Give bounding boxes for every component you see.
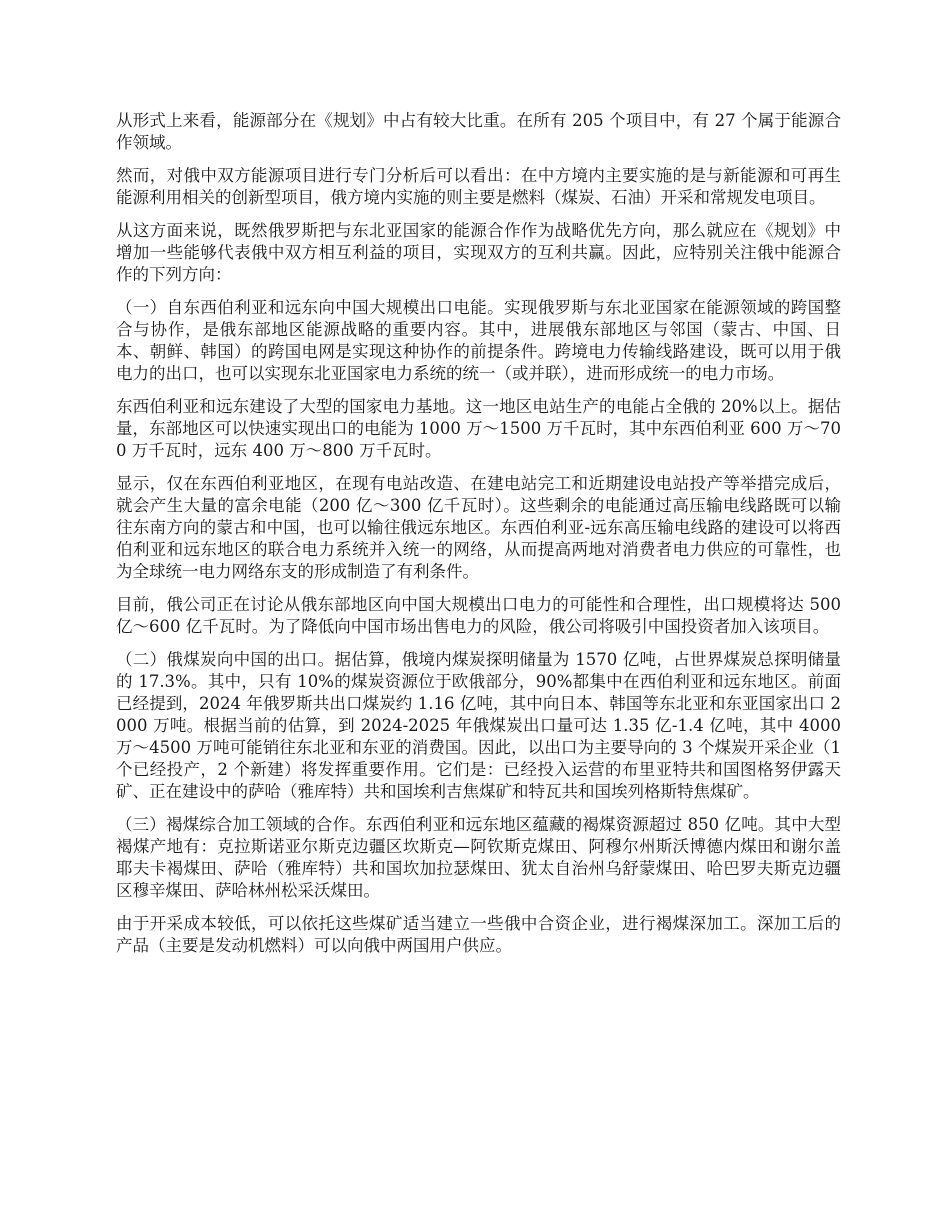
document-body (116, 110, 841, 968)
paragraph-1: 从形式上来看，能源部分在《规划》中占有较大比重。在所有 205 个项目中，有 27 个属于能源合作领域。 (116, 111, 841, 152)
paragraph-4: （一）自东西伯利亚和远东向中国大规模出口电能。实现俄罗斯与东北亚国家在能源领域的跨国整合与协作，是俄东部地区能源战略的重要内容。其中，进展俄东部地区与邻国（蒙古、中国、日本、朝鲜、韩国）的跨国电网是实现这种协作的前提条件。跨境电力传输线路建设，既可以用于俄电力的出口，也可以实现东北亚国家电力系统的统一（或并联），进而形成统一的电力市场。 (116, 298, 841, 383)
paragraph-5: 东西伯利亚和远东建设了大型的国家电力基地。这一地区电站生产的电能占全俄的 20%以上。据估量，东部地区可以快速实现出口的电能为 1000 万～1500 万千瓦时，其中东西伯利亚 600 万～700 万千瓦时，远东 400 万～800 万千瓦时。 (116, 397, 841, 460)
paragraph-7: 目前，俄公司正在讨论从俄东部地区向中国大规模出口电力的可能性和合理性，出口规模将达 500 亿～600 亿千瓦时。为了降低向中国市场出售电力的风险，俄公司将吸引中国投资者加入该项目。 (116, 595, 841, 636)
paragraph-3: 从这方面来说，既然俄罗斯把与东北亚国家的能源合作作为战略优先方向，那么就应在《规划》中增加一些能够代表俄中双方相互利益的项目，实现双方的互利共赢。因此，应特别关注俄中能源合作的下列方向： (116, 221, 841, 284)
paragraph-2: 然而，对俄中双方能源项目进行专门分析后可以看出：在中方境内主要实施的是与新能源和可再生能源利用相关的创新型项目，俄方境内实施的则主要是燃料（煤炭、石油）开采和常规发电项目。 (116, 166, 841, 207)
paragraph-8: （二）俄煤炭向中国的出口。据估算，俄境内煤炭探明储量为 1570 亿吨，占世界煤炭总探明储量的 17.3%。其中，只有 10%的煤炭资源位于欧俄部分，90%都集中在西伯利亚和远东地区。前面已经提到，2024 年俄罗斯共出口煤炭约 1.16 亿吨，其中向日本、韩国等东北亚和东亚国家出口 2000 万吨。根据当前的估算，到 2024-2025 年俄煤炭出口量可达 1.35 亿-1.4 亿吨，其中 4000 万～4500 万吨可能销往东北亚和东亚的消费国。因此，以出口为主要导向的 3 个煤炭开采企业（1 个已经投产，2 个新建）将发挥重要作用。它们是：已经投入运营的布里亚特共和国图格努伊露天矿、正在建设中的萨哈（雅库特）共和国埃利吉焦煤矿和特瓦共和国埃列格斯特焦煤矿。 (116, 650, 841, 801)
paragraph-9: （三）褐煤综合加工领域的合作。东西伯利亚和远东地区蕴藏的褐煤资源超过 850 亿吨。其中大型褐煤产地有：克拉斯诺亚尔斯克边疆区坎斯克—阿钦斯克煤田、阿穆尔州斯沃博德内煤田和谢尔盖耶夫卡褐煤田、萨哈（雅库特）共和国坎加拉瑟煤田、犹太自治州乌舒蒙煤田、哈巴罗夫斯克边疆区穆辛煤田、萨哈林州松采沃煤田。 (116, 815, 841, 900)
paragraph-6: 显示，仅在东西伯利亚地区，在现有电站改造、在建电站完工和近期建设电站投产等举措完成后，就会产生大量的富余电能（200 亿～300 亿千瓦时）。这些剩余的电能通过高压输电线路既可以输往东南方向的蒙古和中国，也可以输往俄远东地区。东西伯利亚-远东高压输电线路的建设可以将西伯利亚和远东地区的联合电力系统并入统一的网络，从而提高两地对消费者电力供应的可靠性，也为全球统一电力网络东支的形成制造了有利条件。 (116, 474, 841, 581)
paragraph-10: 由于开采成本较低，可以依托这些煤矿适当建立一些俄中合资企业，进行褐煤深加工。深加工后的产品（主要是发动机燃料）可以向俄中两国用户供应。 (116, 914, 841, 955)
